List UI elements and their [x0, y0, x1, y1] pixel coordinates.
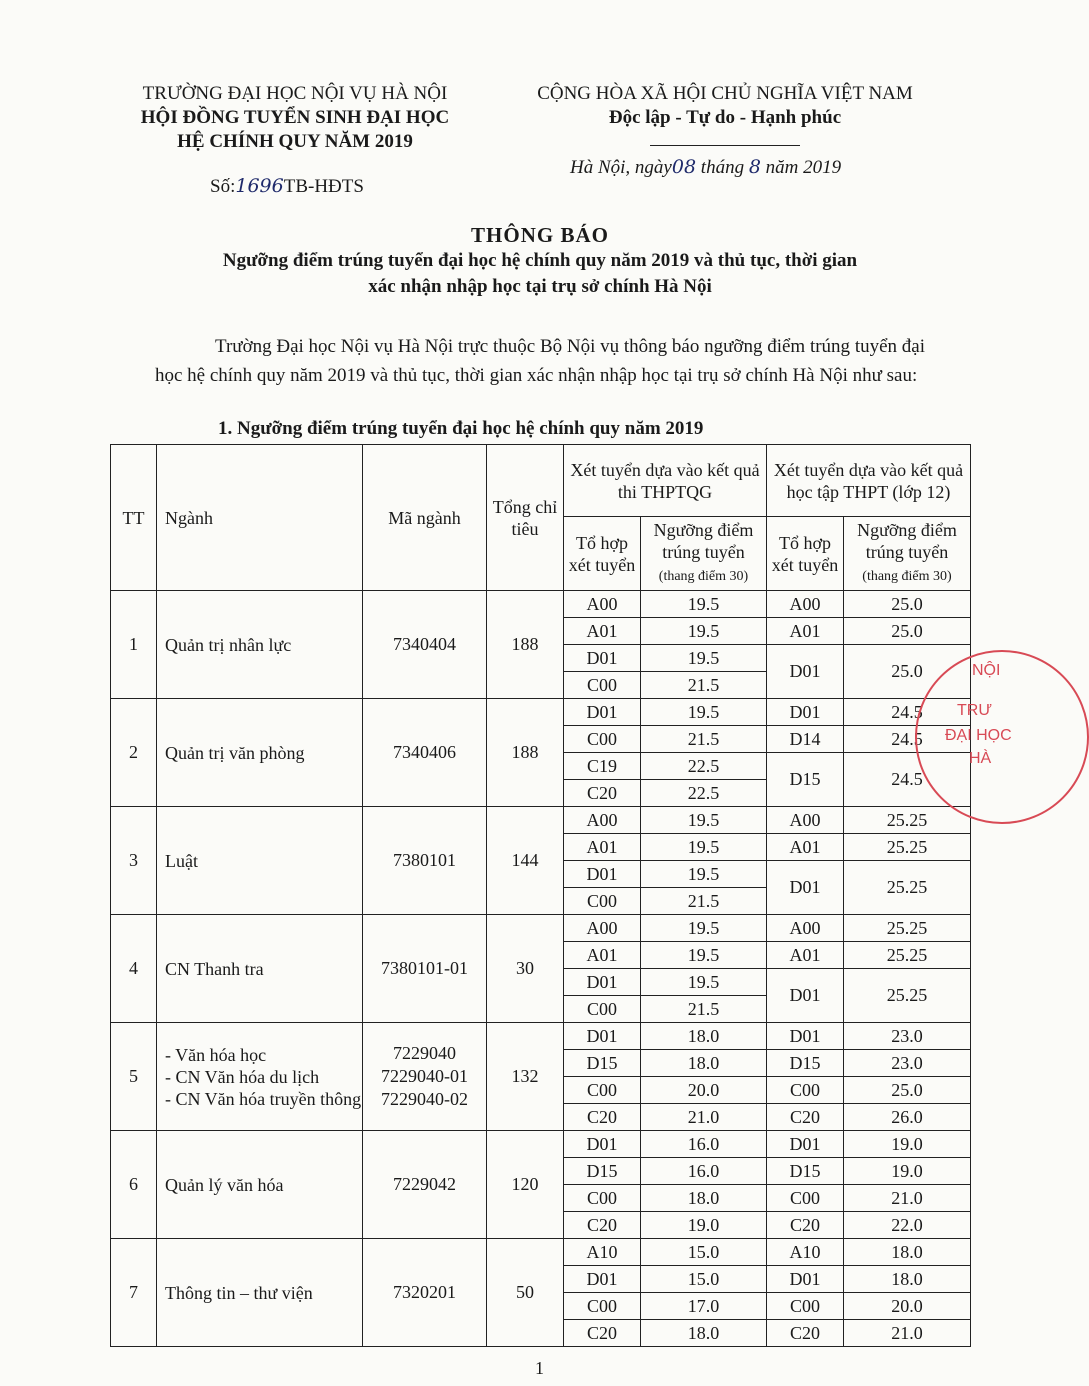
score-hoc-tap: 18.0 [844, 1266, 971, 1293]
score-thptqg: 19.5 [641, 834, 767, 861]
combo-hoc-tap: C20 [767, 1212, 844, 1239]
major-name: Quản trị văn phòng [157, 699, 363, 807]
score-thptqg: 17.0 [641, 1293, 767, 1320]
combo-thptqg: C00 [564, 726, 641, 753]
combo-thptqg: D01 [564, 861, 641, 888]
score-thptqg: 21.5 [641, 672, 767, 699]
major-code: 7380101-01 [363, 915, 487, 1023]
row-number: 1 [111, 591, 157, 699]
combo-thptqg: C00 [564, 672, 641, 699]
major-name: Luật [157, 807, 363, 915]
score-thptqg: 16.0 [641, 1131, 767, 1158]
combo-hoc-tap: C00 [767, 1185, 844, 1212]
major-code: 7340406 [363, 699, 487, 807]
combo-thptqg: C00 [564, 1077, 641, 1104]
row-number: 5 [111, 1023, 157, 1131]
row-number: 6 [111, 1131, 157, 1239]
combo-hoc-tap: A01 [767, 618, 844, 645]
score-thptqg: 22.5 [641, 780, 767, 807]
combo-hoc-tap: A00 [767, 807, 844, 834]
combo-thptqg: A01 [564, 618, 641, 645]
table-row [111, 699, 971, 726]
combo-hoc-tap: C00 [767, 1077, 844, 1104]
major-code: 7229040 7229040-01 7229040-02 [363, 1023, 487, 1131]
quota: 132 [487, 1023, 564, 1131]
section-heading-1: 1. Ngưỡng điểm trúng tuyển đại học hệ chính quy năm 2019 [218, 418, 704, 439]
major-name: CN Thanh tra [157, 915, 363, 1023]
score-hoc-tap: 25.0 [844, 645, 971, 699]
score-hoc-tap: 24.5 [844, 753, 971, 807]
table-body [111, 591, 971, 1347]
major-code: 7380101 [363, 807, 487, 915]
combo-thptqg: A01 [564, 942, 641, 969]
combo-hoc-tap: D15 [767, 1158, 844, 1185]
combo-hoc-tap: A10 [767, 1239, 844, 1266]
notice-subtitle-1: Ngưỡng điểm trúng tuyển đại học hệ chính quy năm 2019 và thủ tục, thời gian [222, 250, 858, 271]
col-header-to-hop-b: Tổ hợp xét tuyển [767, 517, 844, 591]
score-hoc-tap: 22.0 [844, 1212, 971, 1239]
score-thptqg: 16.0 [641, 1158, 767, 1185]
combo-hoc-tap: D01 [767, 645, 844, 699]
col-header-hoc-tap: Xét tuyển dựa vào kết quả học tập THPT (lớp 12) [767, 445, 971, 517]
score-hoc-tap: 18.0 [844, 1239, 971, 1266]
score-thptqg: 15.0 [641, 1239, 767, 1266]
notice-subtitle-2: xác nhận nhập học tại trụ sở chính Hà Nội [368, 276, 712, 297]
combo-thptqg: C00 [564, 1293, 641, 1320]
combo-thptqg: C19 [564, 753, 641, 780]
council-year: HỆ CHÍNH QUY NĂM 2019 [177, 131, 413, 152]
combo-thptqg: D15 [564, 1050, 641, 1077]
country-name: CỘNG HÒA XÃ HỘI CHỦ NGHĨA VIỆT NAM [537, 83, 913, 104]
header-right [505, 82, 945, 152]
handwritten-day: 08 [671, 156, 697, 178]
score-thptqg: 21.0 [641, 1104, 767, 1131]
row-number: 4 [111, 915, 157, 1023]
notice-title: THÔNG BÁO [471, 223, 609, 247]
score-thptqg: 18.0 [641, 1320, 767, 1347]
document-number: Số:1696TB-HĐTS [210, 175, 364, 197]
table-row [111, 1023, 971, 1050]
admission-score-table [110, 444, 971, 1347]
col-header-nguong-b: Ngưỡng điểm trúng tuyển (thang điểm 30) [844, 517, 971, 591]
score-hoc-tap: 24.5 [844, 699, 971, 726]
combo-hoc-tap: D01 [767, 861, 844, 915]
score-hoc-tap: 25.25 [844, 915, 971, 942]
combo-hoc-tap: A01 [767, 942, 844, 969]
score-hoc-tap: 19.0 [844, 1158, 971, 1185]
quota: 188 [487, 591, 564, 699]
council-name: HỘI ĐỒNG TUYỂN SINH ĐẠI HỌC [140, 107, 450, 128]
handwritten-number: 1696 [235, 175, 284, 197]
score-hoc-tap: 25.0 [844, 618, 971, 645]
combo-hoc-tap: D01 [767, 1266, 844, 1293]
combo-hoc-tap: C00 [767, 1293, 844, 1320]
col-header-thptqg: Xét tuyển dựa vào kết quả thi THPTQG [564, 445, 767, 517]
major-code: 7320201 [363, 1239, 487, 1347]
score-hoc-tap: 25.0 [844, 1077, 971, 1104]
combo-thptqg: C00 [564, 996, 641, 1023]
quota: 50 [487, 1239, 564, 1347]
score-thptqg: 22.5 [641, 753, 767, 780]
quota: 144 [487, 807, 564, 915]
score-hoc-tap: 21.0 [844, 1320, 971, 1347]
notice-title-block [100, 223, 980, 300]
combo-thptqg: A00 [564, 915, 641, 942]
motto-underline [650, 145, 800, 146]
table-row [111, 807, 971, 834]
quota: 120 [487, 1131, 564, 1239]
score-hoc-tap: 23.0 [844, 1023, 971, 1050]
score-hoc-tap: 21.0 [844, 1185, 971, 1212]
score-thptqg: 18.0 [641, 1050, 767, 1077]
score-hoc-tap: 26.0 [844, 1104, 971, 1131]
major-name: Thông tin – thư viện [157, 1239, 363, 1347]
page-number: 1 [535, 1358, 544, 1378]
score-thptqg: 19.5 [641, 861, 767, 888]
combo-hoc-tap: D01 [767, 1023, 844, 1050]
combo-hoc-tap: C20 [767, 1320, 844, 1347]
score-hoc-tap: 19.0 [844, 1131, 971, 1158]
combo-hoc-tap: D01 [767, 969, 844, 1023]
score-thptqg: 19.5 [641, 969, 767, 996]
combo-thptqg: D01 [564, 1266, 641, 1293]
col-header-tong-chi-tieu: Tổng chỉ tiêu [487, 445, 564, 591]
intro-paragraph: Trường Đại học Nội vụ Hà Nội trực thuộc Bộ Nội vụ thông báo ngưỡng điểm trúng tuyển đại học hệ chính quy năm 2019 và thủ tục, thời gian xác nhận nhập học tại trụ sở chính Hà Nội như sau: [155, 336, 925, 386]
combo-thptqg: D15 [564, 1158, 641, 1185]
combo-hoc-tap: A01 [767, 834, 844, 861]
combo-thptqg: C20 [564, 780, 641, 807]
combo-thptqg: A00 [564, 807, 641, 834]
score-thptqg: 19.5 [641, 645, 767, 672]
score-hoc-tap: 25.25 [844, 969, 971, 1023]
score-thptqg: 21.5 [641, 888, 767, 915]
score-thptqg: 18.0 [641, 1185, 767, 1212]
score-hoc-tap: 25.25 [844, 942, 971, 969]
motto: Độc lập - Tự do - Hạnh phúc [608, 107, 842, 128]
col-header-tt: TT [111, 445, 157, 591]
row-number: 2 [111, 699, 157, 807]
col-header-ma-nganh: Mã ngành [363, 445, 487, 591]
combo-thptqg: A01 [564, 834, 641, 861]
combo-hoc-tap: A00 [767, 591, 844, 618]
major-name: - Văn hóa học - CN Văn hóa du lịch - CN Văn hóa truyền thông [157, 1023, 363, 1131]
score-thptqg: 19.5 [641, 942, 767, 969]
row-number: 7 [111, 1239, 157, 1347]
school-name: TRƯỜNG ĐẠI HỌC NỘI VỤ HÀ NỘI [142, 83, 448, 104]
score-thptqg: 19.5 [641, 915, 767, 942]
major-name: Quản lý văn hóa [157, 1131, 363, 1239]
score-hoc-tap: 25.25 [844, 834, 971, 861]
combo-thptqg: C20 [564, 1104, 641, 1131]
score-hoc-tap: 24.5 [844, 726, 971, 753]
score-hoc-tap: 25.25 [844, 861, 971, 915]
combo-thptqg: C00 [564, 1185, 641, 1212]
quota: 188 [487, 699, 564, 807]
combo-hoc-tap: C20 [767, 1104, 844, 1131]
score-thptqg: 21.5 [641, 996, 767, 1023]
score-thptqg: 19.5 [641, 618, 767, 645]
quota: 30 [487, 915, 564, 1023]
combo-thptqg: D01 [564, 699, 641, 726]
table-row [111, 915, 971, 942]
row-number: 3 [111, 807, 157, 915]
document-date: Hà Nội, ngày08 tháng 8 năm 2019 [570, 156, 842, 178]
combo-thptqg: D01 [564, 969, 641, 996]
score-thptqg: 19.5 [641, 699, 767, 726]
col-header-to-hop-a: Tổ hợp xét tuyển [564, 517, 641, 591]
combo-hoc-tap: A00 [767, 915, 844, 942]
score-thptqg: 18.0 [641, 1023, 767, 1050]
score-thptqg: 20.0 [641, 1077, 767, 1104]
major-name: Quản trị nhân lực [157, 591, 363, 699]
red-seal-stamp: NỘI TRƯ ĐẠI HỌC HÀ [915, 650, 1089, 824]
combo-thptqg: A10 [564, 1239, 641, 1266]
combo-thptqg: D01 [564, 1131, 641, 1158]
score-hoc-tap: 23.0 [844, 1050, 971, 1077]
combo-hoc-tap: D15 [767, 1050, 844, 1077]
header-left [110, 82, 480, 154]
combo-hoc-tap: D01 [767, 699, 844, 726]
score-thptqg: 15.0 [641, 1266, 767, 1293]
combo-hoc-tap: D14 [767, 726, 844, 753]
score-thptqg: 21.5 [641, 726, 767, 753]
score-thptqg: 19.0 [641, 1212, 767, 1239]
score-thptqg: 19.5 [641, 591, 767, 618]
score-hoc-tap: 25.0 [844, 591, 971, 618]
score-hoc-tap: 25.25 [844, 807, 971, 834]
table-row [111, 1239, 971, 1266]
col-header-nguong-a: Ngưỡng điểm trúng tuyển (thang điểm 30) [641, 517, 767, 591]
score-thptqg: 19.5 [641, 807, 767, 834]
col-header-nganh: Ngành [157, 445, 363, 591]
combo-thptqg: A00 [564, 591, 641, 618]
combo-thptqg: C20 [564, 1212, 641, 1239]
major-code: 7340404 [363, 591, 487, 699]
handwritten-month: 8 [748, 156, 761, 178]
score-hoc-tap: 20.0 [844, 1293, 971, 1320]
combo-thptqg: D01 [564, 1023, 641, 1050]
table-row [111, 1131, 971, 1158]
combo-thptqg: C20 [564, 1320, 641, 1347]
combo-thptqg: C00 [564, 888, 641, 915]
combo-thptqg: D01 [564, 645, 641, 672]
major-code: 7229042 [363, 1131, 487, 1239]
combo-hoc-tap: D01 [767, 1131, 844, 1158]
table-row [111, 591, 971, 618]
combo-hoc-tap: D15 [767, 753, 844, 807]
